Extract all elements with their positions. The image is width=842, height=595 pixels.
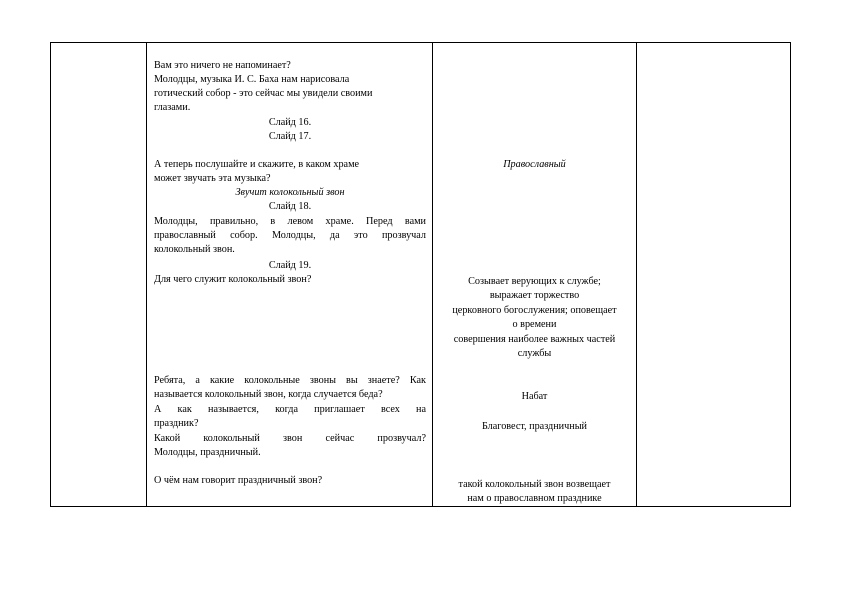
text-line: Молодцы, праздничный. [154, 447, 261, 458]
text-line: Молодцы, музыка И. С. Баха нам нарисовала [154, 74, 350, 85]
student-activity-cell [433, 43, 636, 506]
text-line: православный собор. Молодцы, да это прозвучал [154, 230, 426, 241]
text-line: Вам это ничего не напоминает? [154, 60, 291, 71]
text-line: Молодцы, правильно, в левом храме. Перед вами [154, 216, 426, 227]
text-line: О чём нам говорит праздничный звон? [154, 475, 323, 486]
text-line: колокольный звон. [154, 244, 235, 255]
answer-line: церковного богослужения; оповещает [452, 305, 617, 316]
text-line: праздник? [154, 418, 199, 429]
answer-line: такой колокольный звон возвещает [458, 479, 611, 490]
stage-direction: Звучит колокольный звон [235, 187, 345, 198]
answer-line: нам о православном празднике [467, 493, 602, 504]
text-line: Для чего служит колокольный звон? [154, 274, 312, 285]
text-line: готический собор - это сейчас мы увидели своими [154, 88, 373, 99]
slide-label: Слайд 18. [268, 201, 312, 212]
text-line: может звучать эта музыка? [154, 173, 271, 184]
stage-cell [51, 43, 146, 506]
slide-label: Слайд 16. [268, 117, 312, 128]
answer-line: выражает торжество [489, 290, 580, 301]
text-line: Ребята, а какие колокольные звоны вы знаете? Как [154, 375, 426, 386]
text-line: Какой колокольный звон сейчас прозвучал? [154, 433, 426, 444]
answer-line: совершения наиболее важных частей [453, 334, 616, 345]
text-line: А теперь послушайте и скажите, в каком храме [154, 159, 360, 170]
answer-line: о времени [512, 319, 557, 330]
lesson-table [50, 42, 791, 507]
answer-line: Набат [521, 391, 548, 402]
notes-cell [637, 43, 790, 506]
answer-line: службы [517, 348, 552, 359]
text-line: называется колокольный звон, когда случается беда? [154, 389, 383, 400]
answer-line: Благовест, праздничный [481, 421, 588, 432]
answer-line: Православный [503, 159, 566, 170]
slide-label: Слайд 19. [268, 260, 312, 271]
text-line: глазами. [154, 102, 191, 113]
answer-line: Созывает верующих к службе; [468, 276, 601, 287]
slide-label: Слайд 17. [268, 131, 312, 142]
teacher-activity-cell [147, 43, 432, 506]
text-line: А как называется, когда приглашает всех на [154, 404, 426, 415]
